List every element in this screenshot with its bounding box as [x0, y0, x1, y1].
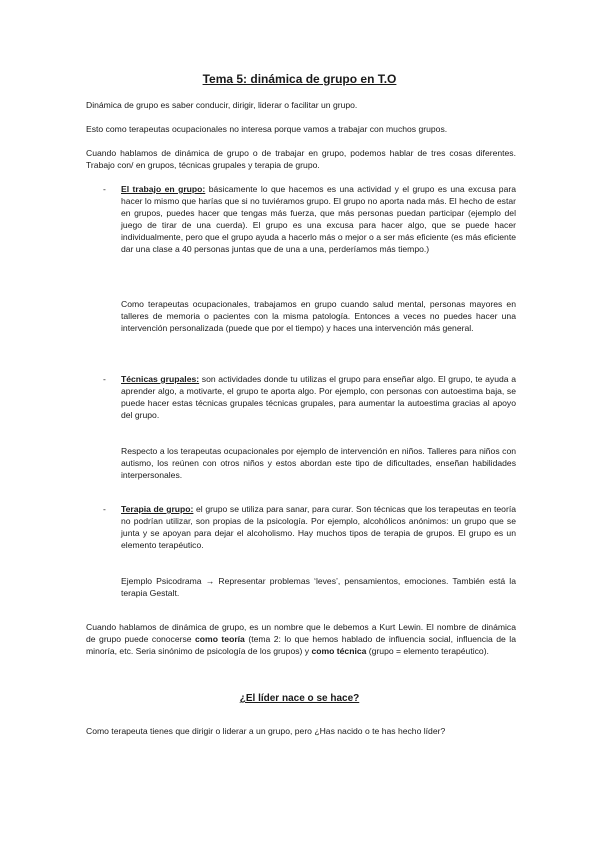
bullet-lead: Técnicas grupales: — [121, 374, 200, 384]
intro-paragraph-2: Esto como terapeutas ocupacionales no interesa porque vamos a trabajar con muchos grupos. — [86, 124, 448, 134]
section-heading: ¿El líder nace o se hace? — [239, 693, 360, 704]
bullet-text: básicamente lo que hacemos es una actividad y el grupo es una excusa para hacer lo mismo que harías que si no tuviéramos grupo. El grupo no aporta nada más. El hecho de estar en grupos, puedes hacer que tengas más fuerza, que más personas puedan participar (ejemplo del juego de tirar de una cuerda). El grupo es una excusa para hacer algo, que se puede hacer individualmente, pero que el grupo ayuda a hacerlo más o mejor o a ser más eficiente (es más eficiente dar una clase a 40 personas juntas que de una a una, perderíamos más tiempo.) — [121, 184, 516, 254]
bullet-dash-1: - — [103, 184, 106, 194]
closing-text-1: Cuando hablamos de dinámica de grupo, es un nombre que le debemos a Kurt Lewin. El nombre de dinámica de grupo puede conocerse — [86, 622, 516, 644]
closing-text-2: (tema 2: lo que hemos hablado de influencia social, influencia de la minoría, etc. Seria sinónimo de psicología de los grupos) y — [86, 634, 516, 656]
bullet-dash-3: - — [103, 504, 106, 514]
bullet-item-tecnicas-grupales — [121, 373, 516, 421]
bullet-dash-2: - — [103, 374, 106, 384]
bullet-lead: Terapia de grupo: — [121, 504, 194, 514]
bullet-lead: El trabajo en grupo: — [121, 184, 206, 194]
final-paragraph: Como terapeuta tienes que dirigir o liderar a un grupo, pero ¿Has nacido o te has hecho líder? — [86, 726, 446, 736]
bullet-item-trabajo-en-grupo — [121, 183, 516, 255]
bullet-extra-1: Como terapeutas ocupacionales, trabajamos en grupo cuando salud mental, personas mayores en talleres de memoria o pacientes con la misma patología. Entonces a veces no puedes hacer una intervención personalizada (puede que por el tiempo) y haces una intervención más general. — [121, 299, 516, 333]
closing-bold-teoria: como teoría — [195, 634, 245, 644]
bullet-item-terapia-de-grupo — [121, 503, 516, 551]
closing-bold-tecnica: como técnica — [311, 646, 367, 656]
closing-paragraph — [86, 621, 516, 657]
bullet-text: el grupo se utiliza para sanar, para curar. Son técnicas que los terapeutas en teoría no podrían utilizar, son propias de la psicología. Por ejemplo, alcohólicos anónimos: un grupo que se junta y se apoyan para dejar el alcoholismo. Hay muchos tipos de terapia de grupos. El grupo es un elemento terapéutico. — [121, 504, 516, 550]
bullet-extra-3: Ejemplo Psicodrama → Representar problemas ‘leves’, pensamientos, emociones. También está la terapia Gestalt. — [121, 576, 516, 598]
closing-text-3: (grupo = elemento terapéutico). — [366, 646, 489, 656]
page-title: Tema 5: dinámica de grupo en T.O — [202, 72, 397, 86]
intro-paragraph-3: Cuando hablamos de dinámica de grupo o de trabajar en grupo, podemos hablar de tres cosas diferentes. Trabajo con/ en grupos, técnicas grupales y terapia de grupo. — [86, 148, 516, 170]
bullet-extra-2: Respecto a los terapeutas ocupacionales por ejemplo de intervención en niños. Talleres para niños con autismo, los reúnen con otros niños y estos abordan este tipo de dificultades, enseñan habilidades interpersonales. — [121, 446, 516, 480]
bullet-text: son actividades donde tu utilizas el grupo para enseñar algo. El grupo, te ayuda a aprender algo, a motivarte, el grupo te aporta algo. Por ejemplo, con personas con autoestima baja, se puede hacer estas técnicas grupales técnicas grupales, para aumentar la autoestima gracias al apoyo del grupo. — [121, 374, 516, 420]
intro-paragraph-1: Dinámica de grupo es saber conducir, dirigir, liderar o facilitar un grupo. — [86, 100, 358, 110]
